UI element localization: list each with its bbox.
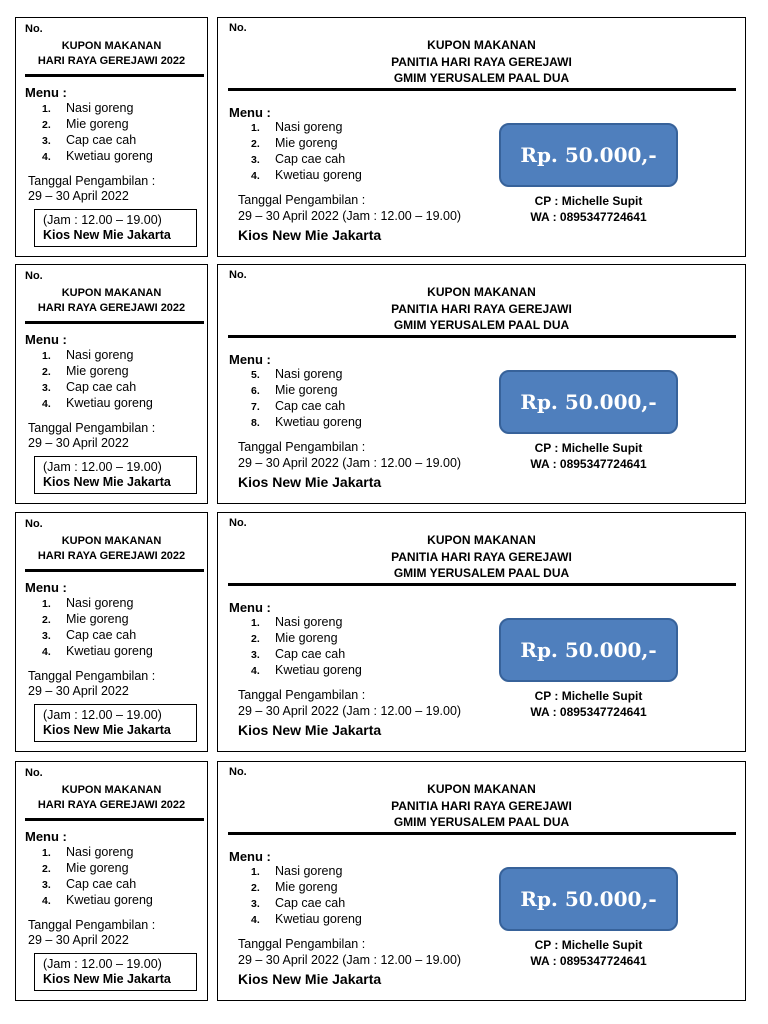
coupon-pickup-date-time: 29 – 30 April 2022 (Jam : 12.00 – 19.00) (238, 704, 462, 718)
menu-item-number: 2. (42, 863, 51, 875)
coupon-menu-list (251, 120, 362, 184)
coupon-main (217, 512, 746, 752)
stub-title-line2: HARI RAYA GEREJAWI 2022 (37, 302, 186, 314)
menu-item-label: Nasi goreng (275, 615, 343, 629)
stub-pickup-label: Tanggal Pengambilan : (28, 174, 156, 188)
coupon-title-line1: KUPON MAKANAN (427, 38, 536, 52)
coupon-number-label: No. (229, 269, 247, 281)
menu-item (42, 877, 153, 893)
price-badge: Rp. 50.000,- (499, 618, 678, 682)
menu-item-label: Nasi goreng (275, 367, 343, 381)
coupon-main (217, 761, 746, 1001)
menu-item (42, 101, 153, 117)
coupon-pickup-label: Tanggal Pengambilan : (238, 193, 366, 207)
stub-menu-list (42, 101, 153, 165)
coupon-pickup (238, 936, 461, 968)
menu-item-label: Nasi goreng (275, 120, 343, 134)
menu-item-label: Mie goreng (66, 364, 129, 378)
contact-whatsapp: WA : 0895347724641 (530, 705, 647, 719)
coupon-main (217, 17, 746, 257)
stub-title (22, 783, 201, 813)
stub-title-line2: HARI RAYA GEREJAWI 2022 (37, 550, 186, 562)
menu-item (251, 415, 362, 431)
coupon-menu-label: Menu : (229, 849, 271, 864)
menu-item-number: 1. (42, 103, 51, 115)
menu-item (251, 367, 362, 383)
menu-item-label: Kwetiau goreng (275, 415, 362, 429)
stub-title-line2: HARI RAYA GEREJAWI 2022 (37, 55, 186, 67)
menu-item (251, 383, 362, 399)
stub-title-line1: KUPON MAKANAN (61, 535, 162, 547)
coupon-title (218, 781, 745, 831)
menu-item-number: 7. (251, 401, 260, 413)
coupon-divider (228, 583, 736, 586)
menu-item (251, 120, 362, 136)
coupon-pickup-label: Tanggal Pengambilan : (238, 688, 366, 702)
stub-kios-name: Kios New Mie Jakarta (43, 475, 171, 489)
menu-item (251, 880, 362, 896)
coupon-pickup-date-time: 29 – 30 April 2022 (Jam : 12.00 – 19.00) (238, 209, 462, 223)
coupon-pickup (238, 192, 461, 224)
stub-number-label: No. (25, 270, 43, 282)
stub-divider (25, 569, 204, 572)
menu-item-label: Nasi goreng (66, 348, 134, 362)
contact-info (499, 440, 678, 472)
coupon-menu-label: Menu : (229, 352, 271, 367)
stub-kios-box (34, 209, 197, 247)
menu-item-label: Nasi goreng (66, 101, 134, 115)
coupon-number-label: No. (229, 22, 247, 34)
menu-item-number: 3. (42, 630, 51, 642)
coupon-divider (228, 88, 736, 91)
stub-menu-label: Menu : (25, 85, 67, 100)
stub-pickup-date: 29 – 30 April 2022 (28, 436, 129, 450)
menu-item-number: 4. (42, 895, 51, 907)
menu-item-label: Cap cae cah (275, 647, 346, 661)
coupon-kios-name: Kios New Mie Jakarta (238, 474, 382, 490)
stub-pickup-date: 29 – 30 April 2022 (28, 684, 129, 698)
menu-item (251, 399, 362, 415)
menu-item (251, 168, 362, 184)
menu-item-label: Kwetiau goreng (275, 663, 362, 677)
menu-item (251, 896, 362, 912)
menu-item (42, 117, 153, 133)
coupon-menu-list (251, 615, 362, 679)
price-badge: Rp. 50.000,- (499, 123, 678, 187)
contact-person: CP : Michelle Supit (534, 938, 643, 952)
menu-item-number: 2. (42, 366, 51, 378)
stub-title (22, 39, 201, 69)
coupon-row (0, 761, 768, 1001)
menu-item (42, 612, 153, 628)
menu-item-label: Mie goreng (275, 631, 338, 645)
coupon-pickup-date-time: 29 – 30 April 2022 (Jam : 12.00 – 19.00) (238, 456, 462, 470)
menu-item-number: 8. (251, 417, 260, 429)
stub-divider (25, 818, 204, 821)
contact-info (499, 193, 678, 225)
menu-item-label: Cap cae cah (275, 896, 346, 910)
contact-info (499, 937, 678, 969)
menu-item-number: 1. (251, 617, 260, 629)
menu-item-number: 2. (251, 633, 260, 645)
stub-hours: (Jam : 12.00 – 19.00) (43, 213, 162, 227)
contact-info (499, 688, 678, 720)
coupon-pickup (238, 439, 461, 471)
menu-item-label: Kwetiau goreng (66, 396, 153, 410)
stub-hours: (Jam : 12.00 – 19.00) (43, 957, 162, 971)
menu-item-label: Kwetiau goreng (66, 149, 153, 163)
coupon-menu-label: Menu : (229, 105, 271, 120)
coupon-title (218, 37, 745, 87)
menu-item-number: 3. (42, 382, 51, 394)
menu-item (42, 364, 153, 380)
coupon-main (217, 264, 746, 504)
stub-kios-name: Kios New Mie Jakarta (43, 972, 171, 986)
coupon-title-line1: KUPON MAKANAN (427, 285, 536, 299)
menu-item-label: Mie goreng (66, 612, 129, 626)
menu-item (42, 149, 153, 165)
coupon-title-line3: GMIM YERUSALEM PAAL DUA (393, 71, 570, 85)
menu-item-number: 4. (42, 151, 51, 163)
stub-menu-label: Menu : (25, 829, 67, 844)
menu-item-label: Nasi goreng (66, 845, 134, 859)
coupon-stub (15, 264, 208, 504)
contact-whatsapp: WA : 0895347724641 (530, 457, 647, 471)
stub-pickup-label: Tanggal Pengambilan : (28, 918, 156, 932)
price-badge: Rp. 50.000,- (499, 370, 678, 434)
menu-item-label: Cap cae cah (66, 380, 137, 394)
menu-item (42, 348, 153, 364)
coupon-title-line3: GMIM YERUSALEM PAAL DUA (393, 318, 570, 332)
stub-kios-name: Kios New Mie Jakarta (43, 723, 171, 737)
coupon-divider (228, 335, 736, 338)
coupon-title-line2: PANITIA HARI RAYA GEREJAWI (391, 798, 572, 813)
menu-item-label: Cap cae cah (275, 152, 346, 166)
menu-item-label: Cap cae cah (66, 133, 137, 147)
coupon-divider (228, 832, 736, 835)
coupon-stub (15, 17, 208, 257)
menu-item (42, 596, 153, 612)
menu-item (42, 644, 153, 660)
coupon-title-line2: PANITIA HARI RAYA GEREJAWI (391, 54, 572, 69)
menu-item-label: Kwetiau goreng (66, 644, 153, 658)
menu-item-number: 3. (251, 154, 260, 166)
coupon-title-line1: KUPON MAKANAN (427, 533, 536, 547)
menu-item-number: 2. (251, 138, 260, 150)
stub-title (22, 534, 201, 564)
menu-item-number: 1. (251, 122, 260, 134)
menu-item-number: 4. (251, 665, 260, 677)
menu-item-label: Mie goreng (66, 117, 129, 131)
stub-menu-list (42, 348, 153, 412)
coupon-menu-list (251, 367, 362, 431)
stub-number-label: No. (25, 23, 43, 35)
menu-item-number: 2. (42, 119, 51, 131)
coupon-pickup-date-time: 29 – 30 April 2022 (Jam : 12.00 – 19.00) (238, 953, 462, 967)
menu-item-label: Kwetiau goreng (66, 893, 153, 907)
contact-person: CP : Michelle Supit (534, 194, 643, 208)
contact-whatsapp: WA : 0895347724641 (530, 210, 647, 224)
menu-item (42, 893, 153, 909)
menu-item (251, 136, 362, 152)
coupon-pickup-label: Tanggal Pengambilan : (238, 440, 366, 454)
menu-item-number: 3. (42, 879, 51, 891)
stub-hours: (Jam : 12.00 – 19.00) (43, 708, 162, 722)
menu-item (251, 864, 362, 880)
menu-item-number: 1. (42, 350, 51, 362)
price-badge: Rp. 50.000,- (499, 867, 678, 931)
coupon-title-line1: KUPON MAKANAN (427, 782, 536, 796)
menu-item-label: Mie goreng (66, 861, 129, 875)
menu-item-label: Mie goreng (275, 880, 338, 894)
menu-item (251, 663, 362, 679)
menu-item-label: Mie goreng (275, 383, 338, 397)
stub-pickup (28, 669, 155, 699)
menu-item (42, 133, 153, 149)
stub-divider (25, 321, 204, 324)
contact-person: CP : Michelle Supit (534, 441, 643, 455)
menu-item-number: 3. (42, 135, 51, 147)
coupon-title-line2: PANITIA HARI RAYA GEREJAWI (391, 301, 572, 316)
menu-item (42, 628, 153, 644)
stub-menu-label: Menu : (25, 580, 67, 595)
menu-item-label: Mie goreng (275, 136, 338, 150)
stub-hours: (Jam : 12.00 – 19.00) (43, 460, 162, 474)
stub-title-line1: KUPON MAKANAN (61, 287, 162, 299)
menu-item (42, 396, 153, 412)
stub-pickup (28, 174, 155, 204)
coupon-title-line3: GMIM YERUSALEM PAAL DUA (393, 815, 570, 829)
menu-item-label: Kwetiau goreng (275, 168, 362, 182)
menu-item-label: Nasi goreng (66, 596, 134, 610)
menu-item-label: Nasi goreng (275, 864, 343, 878)
stub-kios-box (34, 456, 197, 494)
coupon-number-label: No. (229, 766, 247, 778)
menu-item-label: Cap cae cah (66, 877, 137, 891)
stub-menu-label: Menu : (25, 332, 67, 347)
coupon-pickup-label: Tanggal Pengambilan : (238, 937, 366, 951)
coupon-title-line3: GMIM YERUSALEM PAAL DUA (393, 566, 570, 580)
menu-item (251, 647, 362, 663)
coupon-menu-label: Menu : (229, 600, 271, 615)
contact-whatsapp: WA : 0895347724641 (530, 954, 647, 968)
stub-title-line1: KUPON MAKANAN (61, 40, 162, 52)
coupon-kios-name: Kios New Mie Jakarta (238, 722, 382, 738)
contact-person: CP : Michelle Supit (534, 689, 643, 703)
menu-item-number: 1. (42, 847, 51, 859)
stub-kios-box (34, 953, 197, 991)
menu-item-number: 2. (251, 882, 260, 894)
menu-item (251, 912, 362, 928)
coupon-menu-list (251, 864, 362, 928)
menu-item-label: Cap cae cah (275, 399, 346, 413)
stub-divider (25, 74, 204, 77)
coupon-kios-name: Kios New Mie Jakarta (238, 227, 382, 243)
coupon-title (218, 532, 745, 582)
stub-number-label: No. (25, 518, 43, 530)
stub-pickup-date: 29 – 30 April 2022 (28, 189, 129, 203)
coupon-stub (15, 512, 208, 752)
stub-pickup-label: Tanggal Pengambilan : (28, 669, 156, 683)
coupon-kios-name: Kios New Mie Jakarta (238, 971, 382, 987)
menu-item-number: 3. (251, 649, 260, 661)
menu-item-number: 5. (251, 369, 260, 381)
menu-item-number: 6. (251, 385, 260, 397)
stub-number-label: No. (25, 767, 43, 779)
menu-item-number: 3. (251, 898, 260, 910)
menu-item-number: 4. (42, 398, 51, 410)
coupon-row (0, 264, 768, 504)
stub-pickup (28, 918, 155, 948)
coupon-stub (15, 761, 208, 1001)
menu-item-number: 4. (42, 646, 51, 658)
menu-item-number: 4. (251, 170, 260, 182)
coupon-title-line2: PANITIA HARI RAYA GEREJAWI (391, 549, 572, 564)
menu-item (42, 861, 153, 877)
menu-item (42, 380, 153, 396)
stub-title (22, 286, 201, 316)
menu-item-number: 1. (42, 598, 51, 610)
menu-item-number: 4. (251, 914, 260, 926)
stub-menu-list (42, 845, 153, 909)
stub-kios-name: Kios New Mie Jakarta (43, 228, 171, 242)
coupon-number-label: No. (229, 517, 247, 529)
stub-menu-list (42, 596, 153, 660)
stub-kios-box (34, 704, 197, 742)
menu-item (251, 615, 362, 631)
coupon-title (218, 284, 745, 334)
menu-item (251, 152, 362, 168)
menu-item (251, 631, 362, 647)
stub-pickup (28, 421, 155, 451)
menu-item-label: Kwetiau goreng (275, 912, 362, 926)
coupon-pickup (238, 687, 461, 719)
menu-item (42, 845, 153, 861)
stub-pickup-date: 29 – 30 April 2022 (28, 933, 129, 947)
coupon-row (0, 512, 768, 752)
stub-title-line2: HARI RAYA GEREJAWI 2022 (37, 799, 186, 811)
menu-item-label: Cap cae cah (66, 628, 137, 642)
menu-item-number: 2. (42, 614, 51, 626)
stub-pickup-label: Tanggal Pengambilan : (28, 421, 156, 435)
stub-title-line1: KUPON MAKANAN (61, 784, 162, 796)
menu-item-number: 1. (251, 866, 260, 878)
coupon-row (0, 17, 768, 257)
